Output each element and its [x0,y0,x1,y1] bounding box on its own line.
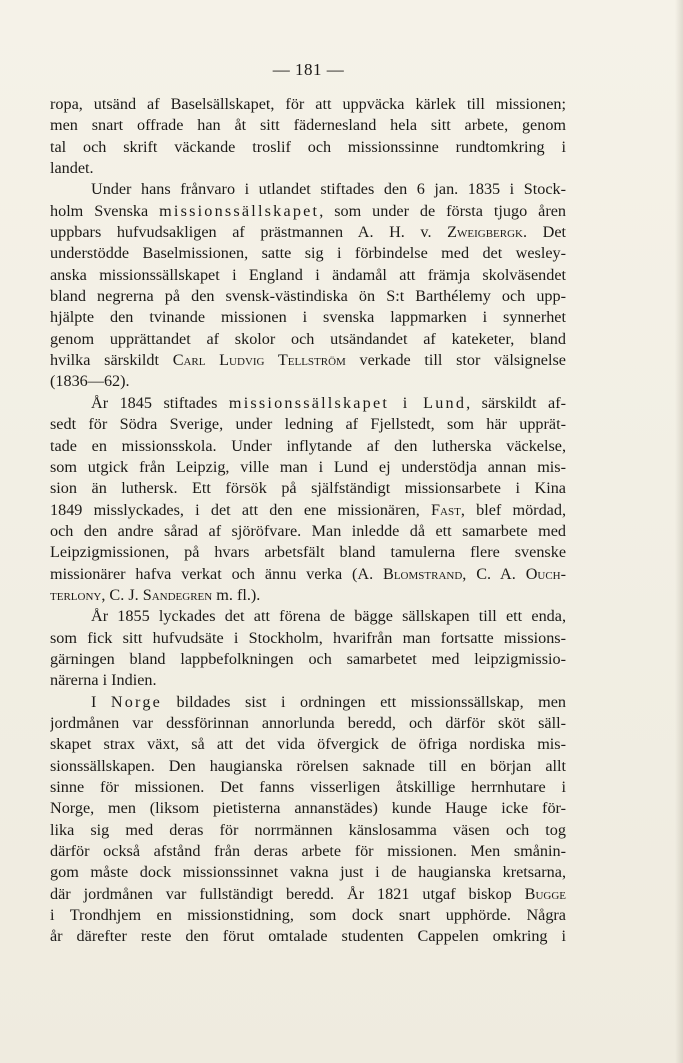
person-name: Bugge [524,884,566,903]
page-edge-shadow [675,0,683,1063]
text-span: verkade till stor välsignelse [345,351,566,370]
text-line: men snart offrade han åt sitt fädernesland hela sitt arbete, genom [50,116,566,135]
text-span: holm Svenska [50,201,160,220]
text-line: understödde Baselmissionen, satte sig i förbindelse med det wesley- [50,244,566,263]
text-line: Norge, men (liksom pietisterna annanstädes) kunde Hauge icke för- [50,799,566,818]
text-span: uppbars hufvudsakligen af prästmannen A. H. v. [50,223,448,242]
body-text [50,94,566,948]
text-line [50,884,566,905]
text-line: i Trondhjem en missionstidning, som dock snart upphörde. Några [50,906,566,925]
text-line: hjälpte den tvinande missionen i svenska lappmarken i synnerhet [50,308,566,327]
text-line: sinne för missionen. Det fanns visserligen åtskillige herrnhutare i [50,778,566,796]
text-line: bland negrerna på den svensk-västindiska ön S:t Barthélemy och upp- [50,287,566,306]
text-line [50,585,566,606]
text-line: skapet strax växt, så att det vida öfvergick de öfriga nordiska mis- [50,735,566,754]
text-span: , C. J. [101,585,143,604]
text-line: närerna i Indien. [50,671,157,690]
text-line: gärningen bland lappbefolkningen och samarbetet med leipzigmissio- [50,649,566,668]
person-name: Carl Ludvig Tellström [172,351,346,370]
text-line: tade en missionsskola. Under inflytande af den lutherska väckelse, [50,436,566,455]
text-line: och den andre sårad af sjöröfvare. Man inledde då ett samarbete med [50,521,566,540]
person-name: Ouch- [525,564,566,583]
page-number: — 181 — [272,60,345,79]
text-line: sedt för Södra Sverige, under ledning af Fjellstedt, som här upprät- [50,415,566,434]
person-name: Blomstrand [383,564,463,583]
text-span: 1849 misslyckades, i det att den ene missionären, [50,500,432,519]
text-span: , särskildt af- [466,393,566,412]
text-line: ropa, utsänd af Baselsällskapet, för att uppväcka kärlek till missionen; [50,95,566,113]
emphasis-spaced: Norge [110,692,163,711]
paragraph-start-line: År 1855 lyckades det att förena de bägge sällskapen till ett enda, [91,607,566,626]
text-line: som fick sitt hufvudsäte i Stockholm, hvarifrån man fortsatte missions- [50,628,566,647]
text-span: hvilka särskildt [50,351,173,370]
person-name: Zweigbergk [447,223,523,242]
paragraph-start-line [50,692,566,713]
text-span: . Det [523,223,566,242]
text-line: som utgick från Leipzig, ville man i Lund ej understödja annan mis- [50,457,566,476]
text-line: därför också afstånd från deras arbete för missionen. Men smånin- [50,842,566,861]
text-span: , som under de första tjugo åren [319,201,566,220]
emphasis-spaced: missionssällskapet [159,201,320,220]
text-line: sion än luthersk. Ett försök på själfständigt missionsarbete i Kina [50,479,566,498]
paragraph-start-line: Under hans frånvaro i utlandet stiftades den 6 jan. 1835 i Stock- [91,180,566,199]
text-line [50,564,566,585]
text-line: sionssällskapen. Den haugianska rörelsen saknade till en början allt [50,756,566,775]
text-line: lika sig med deras för norrmännen känslosamma väsen och tog [50,820,566,839]
text-line: anska missionssällskapet i England i ändamål att främja skolväsendet [50,265,566,284]
text-span: År 1845 stiftades [91,393,229,412]
text-line: år därefter reste den förut omtalade studenten Cappelen omkring i [50,927,566,946]
text-span: bildades sist i ordningen ett missionssällskap, men [162,692,566,711]
emphasis-spaced: missionssällskapet i Lund [228,393,467,412]
text-line: (1836—62). [50,372,130,391]
text-line [50,350,566,371]
text-line: gom måste dock missionssinnet vakna just i de haugianska kretsarna, [50,863,566,882]
paragraph-start-line [50,393,566,414]
text-line: Leipzigmissionen, på hvars arbetsfält bland tamulerna flere svenske [50,543,566,562]
text-span: I [91,692,111,711]
person-name: Sandegren [142,585,213,604]
text-line [50,500,566,521]
text-span: missionärer hafva verkat och ännu verka (A. [50,564,384,583]
text-span: , blef mördad, [460,500,566,519]
text-line: genom upprättandet af skolor och utsändandet af kateketer, bland [50,329,566,348]
text-span: där jordmånen var fullständigt beredd. År 1821 utgaf biskop [50,884,512,903]
text-line [50,222,566,243]
text-line: jordmånen var dessförinnan annorlunda beredd, och därför sköt säll- [50,713,566,732]
person-name: Fast [431,500,461,519]
person-name: terlony [50,585,102,604]
text-line: landet. [50,159,94,178]
text-span: , C. A. [462,564,526,583]
text-span: m. fl.). [212,585,261,604]
text-line: tal och skrift väckande troslif och missionssinne rundtomkring i [50,137,566,156]
text-line [50,201,566,222]
